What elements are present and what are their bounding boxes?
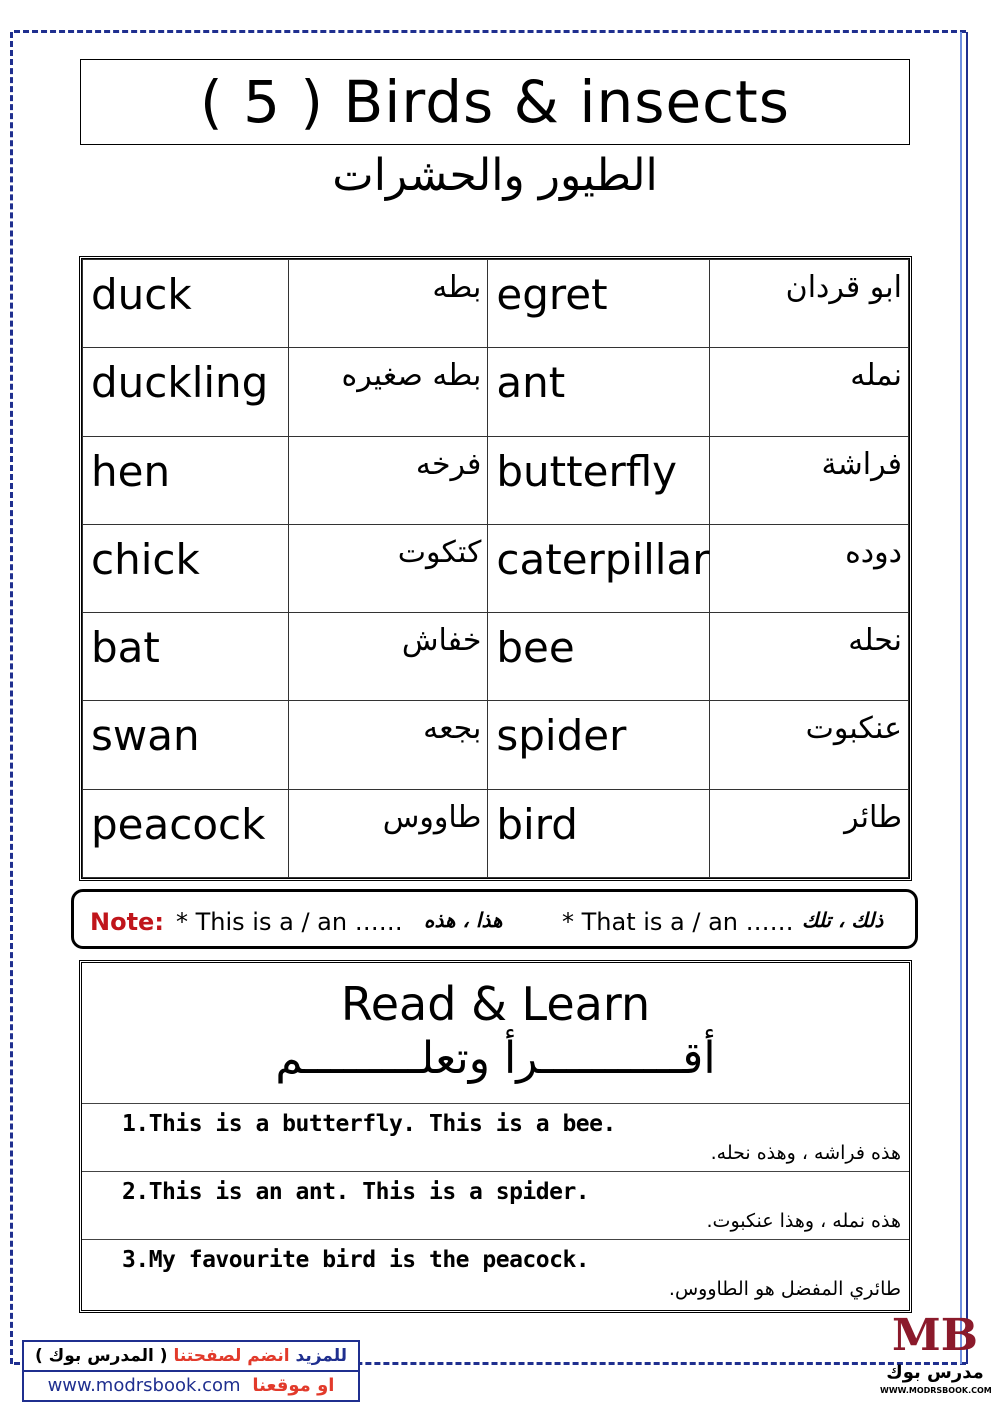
- vocab-word-arabic: كتكوت: [288, 524, 488, 612]
- sentence-arabic: طائري المفضل هو الطاووس.: [668, 1278, 901, 1300]
- logo-letters: MB: [892, 1310, 978, 1361]
- vocab-word-arabic: نحله: [710, 613, 909, 701]
- sentence-english: 3.My favourite bird is the peacock.: [122, 1247, 590, 1273]
- vocab-word-arabic: فراشة: [710, 436, 909, 524]
- vocab-word-arabic: بطه: [288, 260, 488, 348]
- vocab-word-arabic: نمله: [710, 348, 909, 436]
- sentence-row: [82, 1103, 909, 1171]
- vocab-word-english: egret: [488, 260, 710, 348]
- vocab-row: [83, 613, 909, 701]
- vocab-word-arabic: ابو قردان: [710, 260, 909, 348]
- vocab-word-english: duckling: [83, 348, 289, 436]
- read-learn-box: [79, 960, 912, 1313]
- vocab-row: [83, 524, 909, 612]
- vocab-row: [83, 789, 909, 877]
- promo-line-2: [24, 1372, 358, 1400]
- page-title: ( 5 ) Birds & insects: [200, 68, 790, 136]
- read-learn-title-arabic: أقـــــــــــرأ وتعلـــــــــم: [275, 1033, 716, 1084]
- vocab-word-arabic: خفاش: [288, 613, 488, 701]
- page-border-top: [14, 30, 966, 33]
- vocab-word-english: bird: [488, 789, 710, 877]
- vocab-word-arabic: فرخه: [288, 436, 488, 524]
- page-border-left: [10, 32, 13, 1364]
- note-label: Note:: [90, 908, 164, 936]
- vocabulary-table: [79, 256, 912, 881]
- promo-url-link[interactable]: www.modrsbook.com: [47, 1375, 241, 1396]
- page-title-box: [80, 59, 910, 145]
- logo-name-arabic: مدرس بوك: [886, 1362, 984, 1383]
- sentence-arabic: هذه فراشه ، وهذه نحله.: [710, 1142, 901, 1164]
- vocab-word-english: butterfly: [488, 436, 710, 524]
- sentence-english: 2.This is an ant. This is a spider.: [122, 1179, 590, 1205]
- vocab-word-english: ant: [488, 348, 710, 436]
- brand-logo: [880, 1290, 990, 1400]
- note-box: [71, 889, 918, 949]
- vocab-word-english: hen: [83, 436, 289, 524]
- page-border-right-outer: [966, 32, 968, 1364]
- logo-url: WWW.MODRSBOOK.COM: [880, 1386, 992, 1395]
- vocab-word-english: bee: [488, 613, 710, 701]
- vocab-row: [83, 436, 909, 524]
- promo-banner[interactable]: [22, 1340, 360, 1402]
- note-that-is-arabic: ذلك ، تلك: [802, 908, 884, 932]
- page-border-right: [960, 32, 962, 1364]
- vocab-word-arabic: بجعه: [288, 701, 488, 789]
- vocab-word-english: caterpillar: [488, 524, 710, 612]
- vocab-word-arabic: بطه صغيره: [288, 348, 488, 436]
- promo-line-1: [24, 1342, 358, 1372]
- vocab-word-arabic: عنكبوت: [710, 701, 909, 789]
- promo-join-text: انضم لصفحتنا: [173, 1346, 290, 1366]
- vocab-word-arabic: طائر: [710, 789, 909, 877]
- vocab-word-english: peacock: [83, 789, 289, 877]
- sentence-english: 1.This is a butterfly. This is a bee.: [122, 1111, 616, 1137]
- sentence-row: [82, 1239, 909, 1307]
- vocab-word-english: chick: [83, 524, 289, 612]
- vocab-row: [83, 348, 909, 436]
- read-learn-title: Read & Learn: [340, 977, 651, 1031]
- promo-page-name: ( المدرس بوك ): [34, 1346, 168, 1366]
- promo-more-text: للمزيد: [295, 1346, 348, 1366]
- vocab-word-english: swan: [83, 701, 289, 789]
- vocab-word-arabic: دوده: [710, 524, 909, 612]
- vocab-word-english: spider: [488, 701, 710, 789]
- vocab-word-arabic: طاووس: [288, 789, 488, 877]
- vocab-row: [83, 260, 909, 348]
- note-this-is: * This is a / an ……: [176, 908, 403, 936]
- sentence-row: [82, 1171, 909, 1239]
- vocab-word-english: bat: [83, 613, 289, 701]
- sentence-arabic: هذه نمله ، وهذا عنكبوت.: [706, 1210, 901, 1232]
- vocab-word-english: duck: [83, 260, 289, 348]
- vocab-row: [83, 701, 909, 789]
- note-this-is-arabic: هذا ، هذه: [424, 908, 503, 932]
- page-subtitle-arabic: الطيور والحشرات: [332, 150, 658, 201]
- promo-site-text: او موقعنا: [252, 1375, 335, 1396]
- note-that-is: * That is a / an ……: [562, 908, 794, 936]
